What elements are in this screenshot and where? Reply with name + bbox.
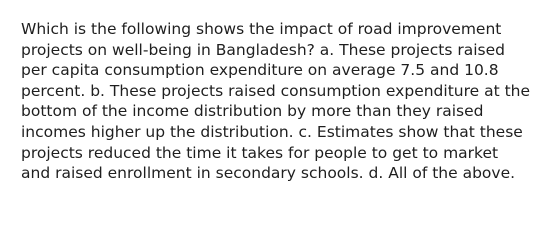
question-container xyxy=(21,19,546,184)
question-text: Which is the following shows the impact of road improvement projects on well-being in Bangladesh? a. These projects raised per capita consumption expenditure on average 7.5 and 10.8 percent. b. These projects raised consumption expenditure at the bottom of the income distribution by more than they raised incomes higher up the distribution. c. Estimates show that these projects reduced the time it takes for people to get to market and raised enrollment in secondary schools. d. All of the above. xyxy=(21,20,531,183)
